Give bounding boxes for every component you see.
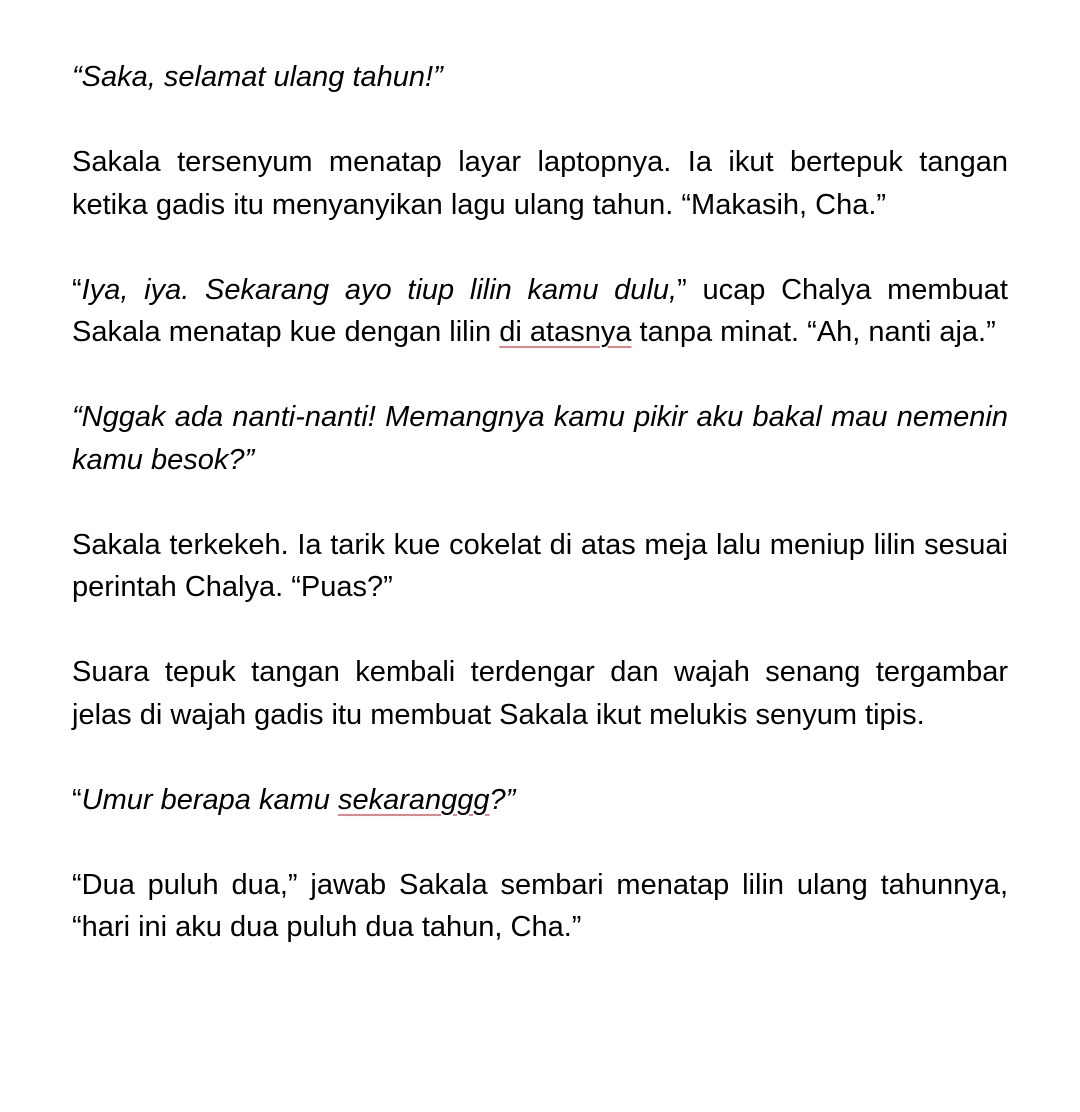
quote-mark: “ xyxy=(72,273,82,306)
dialogue-text: “Nggak ada nanti-nanti! Memangnya kamu pikir aku bakal mau nemenin kamu besok?” xyxy=(72,401,1008,476)
paragraph xyxy=(72,396,1008,481)
dialogue-text: Umur berapa kamu xyxy=(81,783,338,816)
narration-text: Suara tepuk tangan kembali terdengar dan wajah senang tergambar jelas di wajah gadis itu membuat Sakala ikut melukis senyum tipis. xyxy=(72,656,1008,731)
quote-mark: “ xyxy=(72,783,82,816)
narration-text: ” ucap Chalya membuat Sakala menatap kue dengan lilin xyxy=(72,273,1008,348)
paragraph xyxy=(72,524,1008,609)
paragraph xyxy=(72,141,1008,226)
dialogue-text: ?” xyxy=(489,783,516,816)
paragraph xyxy=(72,269,1008,354)
spellcheck-flagged-word[interactable]: sekaranggg xyxy=(337,783,490,816)
spellcheck-flagged-word[interactable]: di atasnya xyxy=(499,316,632,348)
paragraph xyxy=(72,779,1008,822)
narration-text: tanpa minat. “Ah, nanti aja.” xyxy=(631,316,996,348)
paragraph xyxy=(72,651,1008,736)
narration-text: “Dua puluh dua,” jawab Sakala sembari menatap lilin ulang tahunnya, “hari ini aku dua puluh dua tahun, Cha.” xyxy=(72,868,1008,943)
narration-text: Sakala tersenyum menatap layar laptopnya. Ia ikut bertepuk tangan ketika gadis itu menyanyikan lagu ulang tahun. “Makasih, Cha.” xyxy=(72,146,1008,221)
document-body xyxy=(72,56,1008,949)
paragraph xyxy=(72,56,1008,99)
dialogue-text: “Saka, selamat ulang tahun!” xyxy=(72,61,443,93)
narration-text: Sakala terkekeh. Ia tarik kue cokelat di atas meja lalu meniup lilin sesuai perintah Chalya. “Puas?” xyxy=(72,528,1008,603)
paragraph xyxy=(72,864,1008,949)
dialogue-text: Iya, iya. Sekarang ayo tiup lilin kamu dulu, xyxy=(81,273,678,306)
